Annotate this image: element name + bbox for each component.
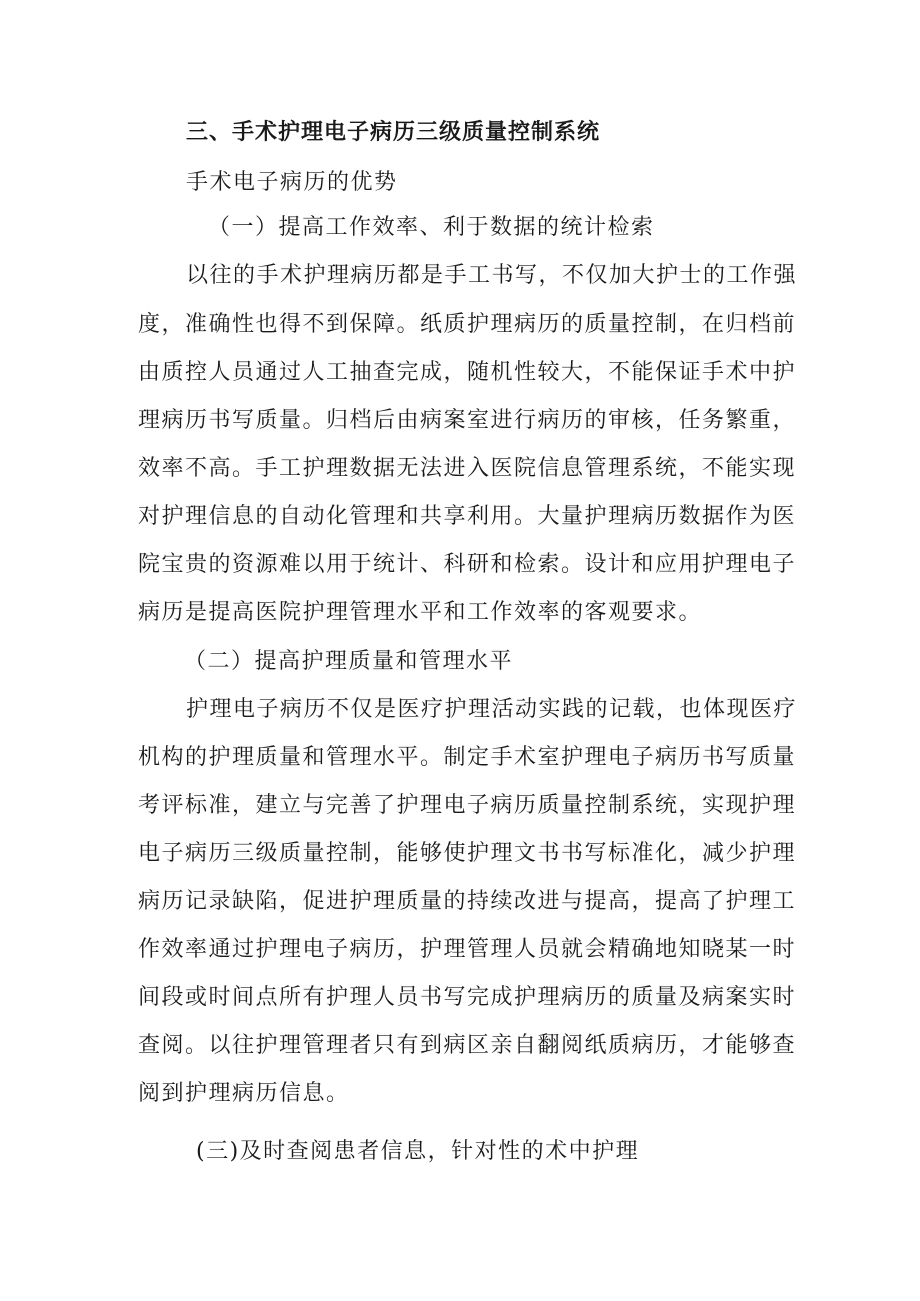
subsection-1-line: 病历是提高医院护理管理水平和工作效率的客观要求。: [138, 600, 703, 625]
subsection-1-line: 度，准确性也得不到保障。纸质护理病历的质量控制，在归档前: [138, 312, 797, 337]
subsection-1-line: 以往的手术护理病历都是手工书写，不仅加大护士的工作强: [186, 263, 798, 288]
subsection-2-line: 间段或时间点所有护理人员书写完成护理病历的质量及病案实时: [138, 985, 797, 1010]
subsection-2-line: 阅到护理病历信息。: [138, 1081, 350, 1106]
subsection-1-line: 对护理信息的自动化管理和共享利用。大量护理病历数据作为医: [138, 504, 797, 529]
subtitle: 手术电子病历的优势: [186, 170, 398, 195]
subsection-1-line: 效率不高。手工护理数据无法进入医院信息管理系统，不能实现: [138, 456, 797, 481]
subsection-2-line: 作效率通过护理电子病历，护理管理人员就会精确地知晓某一时: [138, 937, 797, 962]
subsection-3-heading: (三)及时查阅患者信息，针对性的术中护理: [196, 1139, 640, 1164]
subsection-2-line: 病历记录缺陷，促进护理质量的持续改进与提高，提高了护理工: [138, 889, 797, 914]
subsection-1-line: 由质控人员通过人工抽查完成，随机性较大，不能保证手术中护: [138, 360, 797, 385]
subsection-2-line: 电子病历三级质量控制，能够使护理文书书写标准化，减少护理: [138, 841, 797, 866]
subsection-2-line: 考评标准，建立与完善了护理电子病历质量控制系统，实现护理: [138, 793, 797, 818]
subsection-2-heading: （二）提高护理质量和管理水平: [184, 649, 514, 674]
subsection-1-line: 院宝贵的资源难以用于统计、科研和检索。设计和应用护理电子: [138, 552, 797, 577]
section-title: 三、手术护理电子病历三级质量控制系统: [186, 120, 601, 145]
subsection-1-heading: （一）提高工作效率、利于数据的统计检索: [208, 215, 655, 240]
subsection-2-line: 机构的护理质量和管理水平。制定手术室护理电子病历书写质量: [138, 745, 797, 770]
subsection-2-line: 查阅。以往护理管理者只有到病区亲自翻阅纸质病历，才能够查: [138, 1033, 797, 1058]
subsection-2-line: 护理电子病历不仅是医疗护理活动实践的记载，也体现医疗: [186, 697, 798, 722]
subsection-1-line: 理病历书写质量。归档后由病案室进行病历的审核，任务繁重，: [138, 408, 797, 433]
